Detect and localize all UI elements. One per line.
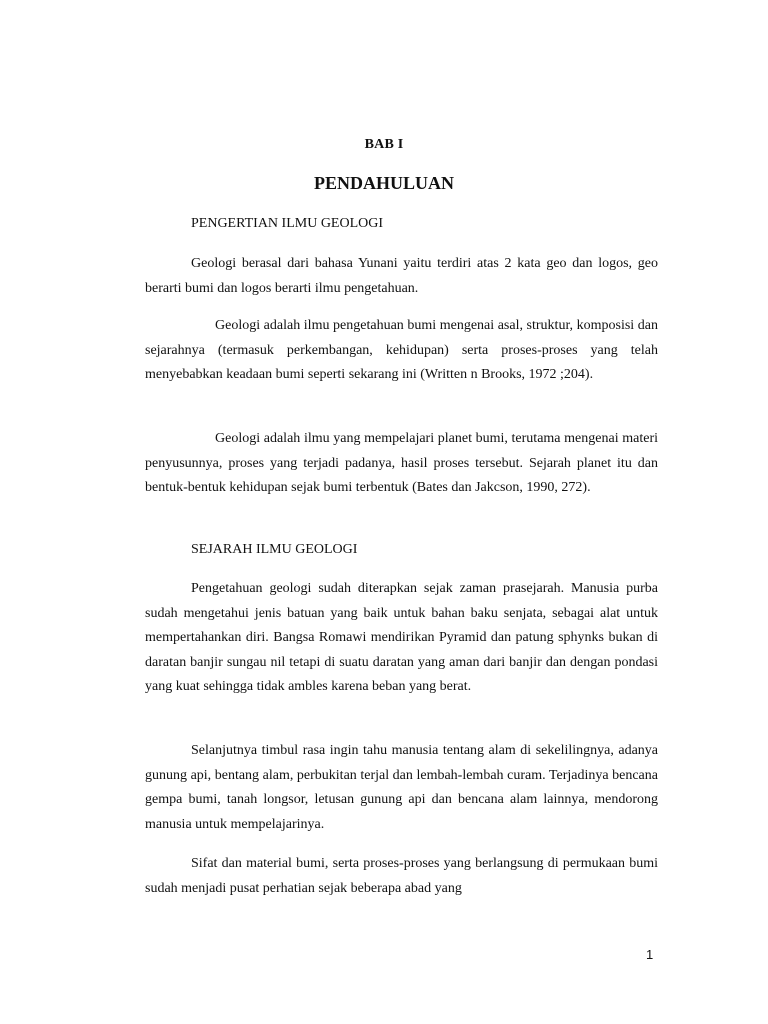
paragraph-sejarah-prasejarah: Pengetahuan geologi sudah diterapkan sejak zaman prasejarah. Manusia purba sudah mengetahui jenis batuan yang baik untuk bahan baku senjata, sebagai alat untuk mempertahankan diri. Bangsa Romawi mendirikan Pyramid dan patung sphynks bukan di daratan banjir sungau nil tetapi di suatu daratan yang aman dari banjir dan dengan pondasi yang kuat sehingga tidak ambles karena beban yang berat. [145, 581, 658, 694]
paragraph-definisi-asal-kata: Geologi berasal dari bahasa Yunani yaitu terdiri atas 2 kata geo dan logos, geo berarti bumi dan logos berarti ilmu pengetahuan. [145, 256, 658, 296]
paragraph-definisi-written-brooks: Geologi adalah ilmu pengetahuan bumi mengenai asal, struktur, komposisi dan sejarahnya (termasuk perkembangan, kehidupan) serta proses-proses yang telah menyebabkan keadaan bumi seperti sekarang ini (Written n Brooks, 1972 ;204). [145, 318, 658, 382]
paragraph-definisi-bates-jackson: Geologi adalah ilmu yang mempelajari planet bumi, terutama mengenai materi penyusunnya, proses yang terjadi padanya, hasil proses tersebut. Sejarah planet itu dan bentuk-bentuk kehidupan sejak bumi terbentuk (Bates dan Jakcson, 1990, 272). [145, 431, 658, 495]
paragraph-sejarah-sifat-material: Sifat dan material bumi, serta proses-proses yang berlangsung di permukaan bumi sudah menjadi pusat perhatian sejak beberapa abad yang [145, 856, 658, 896]
chapter-title: PENDAHULUAN [313, 173, 454, 193]
paragraph-sejarah-rasa-ingin-tahu: Selanjutnya timbul rasa ingin tahu manusia tentang alam di sekelilingnya, adanya gunung api, bentang alam, perbukitan terjal dan lembah-lembah curam. Terjadinya bencana gempa bumi, tanah longsor, letusan gunung api dan bencana alam lainnya, mendorong manusia untuk mempelajarinya. [145, 743, 658, 832]
section-heading-pengertian: PENGERTIAN ILMU GEOLOGI [191, 216, 384, 231]
chapter-label: BAB I [364, 137, 404, 152]
section-heading-sejarah: SEJARAH ILMU GEOLOGI [191, 542, 358, 557]
page-number: 1 [646, 947, 654, 962]
